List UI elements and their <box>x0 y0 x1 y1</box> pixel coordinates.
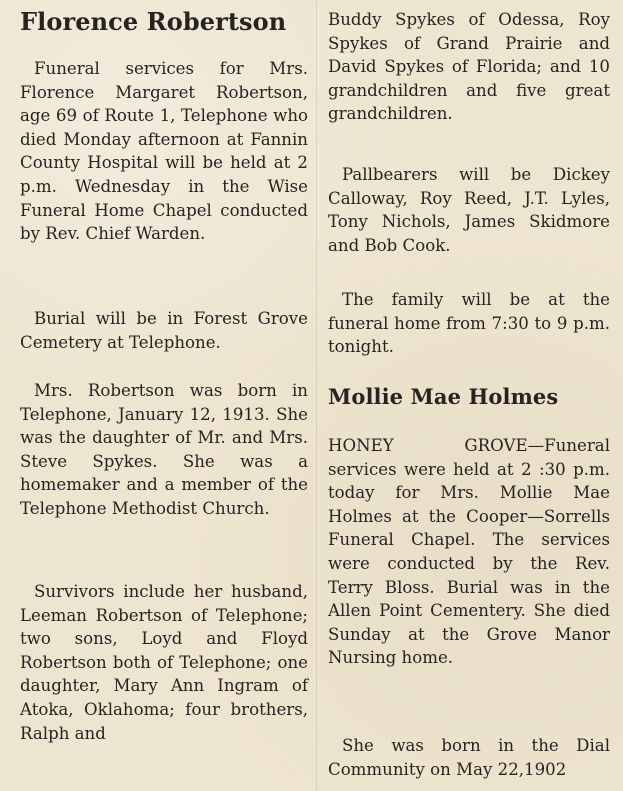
florence-robertson-headline: Florence Robertson <box>20 7 287 36</box>
florence-survivors-paragraph: Survivors include her husband, Leeman Robertson of Telephone; two sons, Loyd and Floyd Robertson both of Telephone; one daughter, Mary Ann Ingram of Atoka, Oklahoma; four brothers, Ralph and <box>20 582 308 743</box>
florence-birth-paragraph: Mrs. Robertson was born in Telephone, January 12, 1913. She was the daughter of Mr. and Mrs. Steve Spykes. She was a homemaker and a member of the Telephone Methodist Church. <box>20 381 308 518</box>
mollie-mae-holmes-headline: Mollie Mae Holmes <box>328 384 559 409</box>
mollie-funeral-services-paragraph: HONEY GROVE—Funeral services were held at 2 :30 p.m. today for Mrs. Mollie Mae Holmes at the Cooper—Sorrells Funeral Chapel. The services were conducted by the Rev. Terry Bloss. Burial was in the Allen Point Cementery. She died Sunday at the Grove Manor Nursing home. <box>328 436 610 668</box>
pallbearers-paragraph: Pallbearers will be Dickey Calloway, Roy Reed, J.T. Lyles, Tony Nichols, James Skidmore and Bob Cook. <box>328 165 610 255</box>
mollie-birth-paragraph: She was born in the Dial Community on May 22,1902 <box>328 736 610 779</box>
florence-survivors-continued-paragraph: Buddy Spykes of Odessa, Roy Spykes of Grand Prairie and David Spykes of Florida; and 10 grandchildren and five great grandchildren. <box>328 10 610 124</box>
column-divider <box>316 0 317 791</box>
florence-burial-paragraph: Burial will be in Forest Grove Cemetery at Telephone. <box>20 309 308 352</box>
florence-funeral-services-paragraph: Funeral services for Mrs. Florence Margaret Robertson, age 69 of Route 1, Telephone who died Monday afternoon at Fannin County Hospital will be held at 2 p.m. Wednesday in the Wise Funeral Home Chapel conducted by Rev. Chief Warden. <box>20 59 308 244</box>
family-visitation-paragraph: The family will be at the funeral home from 7:30 to 9 p.m. tonight. <box>328 290 610 357</box>
